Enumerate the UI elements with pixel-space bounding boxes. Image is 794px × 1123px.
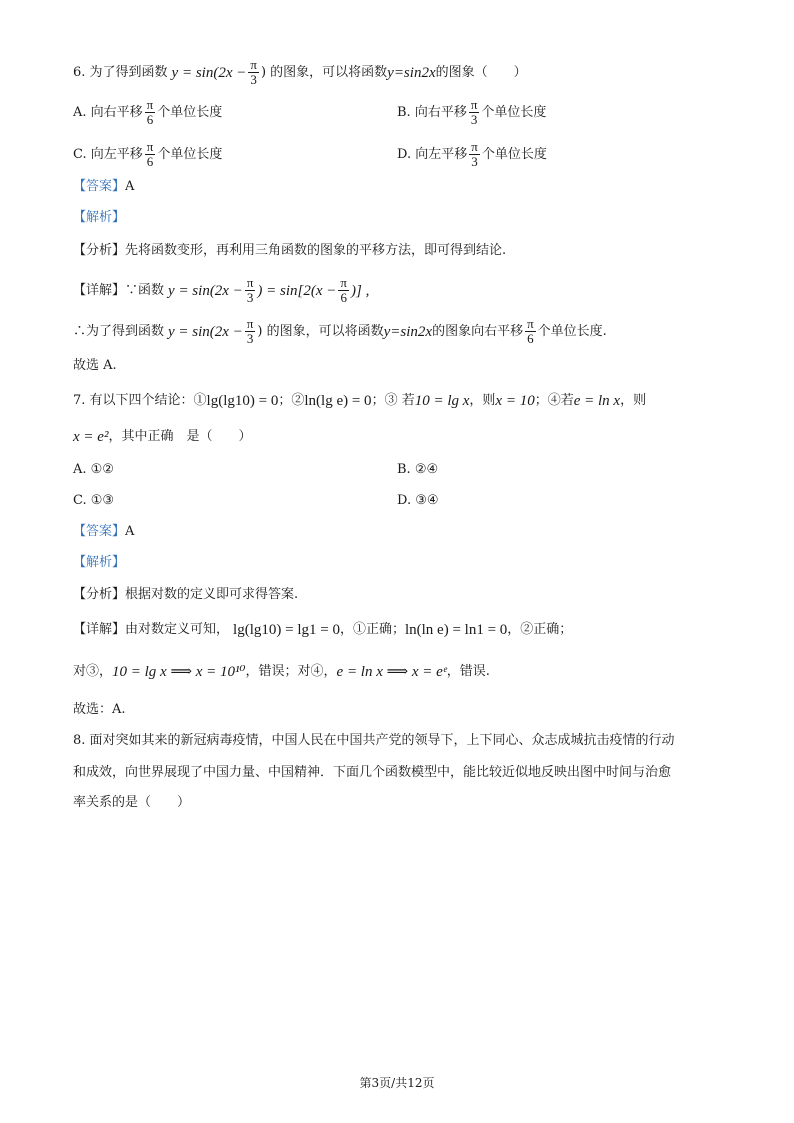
q7-fenxi: [73, 585, 298, 605]
q7-stem: [73, 391, 646, 411]
q6-concl-text-b: ) 的图象，可以将函数: [257, 323, 384, 339]
q6-conclusion: [73, 317, 607, 346]
q7-sep-3: ，则: [469, 393, 496, 408]
q7-expr-3: 10 = lg x: [414, 393, 470, 409]
q6-stem-frac: $\frac{\pi}{3}$: [250, 57, 257, 87]
q6-detail-text-a: ∵函数: [125, 282, 165, 298]
q7-expr-1: lg(lg10) = 0: [206, 393, 279, 409]
q7-detail-text-a: 由对数定义可知，: [125, 622, 230, 637]
q7-l3-text-c: ，错误.: [446, 664, 490, 679]
q7-detail-sep-2: ，②正确；: [507, 622, 573, 637]
q6-concl-text-e: 个单位长度.: [537, 323, 607, 339]
q6-concl-text-d: 的图象向右平移: [432, 323, 524, 339]
q8-stem-line2: 和成效，向世界展现了中国力量、中国精神．下面几个函数模型中，能比较近似地反映出图中时间与治愈: [73, 765, 672, 780]
q6-option-c-frac: $\frac{\pi}{6}$: [146, 139, 154, 169]
q6-concl-text-a: ∴为了得到函数: [73, 323, 165, 339]
q6-option-c-label: C. 向左平移: [73, 146, 143, 162]
q8-stem-line1: 8. 面对突如其来的新冠病毒疫情，中国人民在中国共产党的领导下，上下同心、众志成城抗击疫情的行动: [73, 733, 675, 748]
q7-fenxi-tag: 【分析】: [73, 587, 126, 602]
q6-concl-func: y = sin(2x −: [168, 323, 243, 340]
q6-option-d-tail: 个单位长度: [481, 146, 547, 162]
q7-sep-5: ，则: [620, 393, 647, 408]
q6-detail: [73, 276, 369, 305]
q7-l3-text-a: 对③，: [73, 664, 113, 679]
q7-expr-2: ln(lg e) = 0: [304, 393, 372, 409]
q7-expr-5: e = ln x: [573, 393, 621, 409]
q7-answer-value: A: [125, 524, 135, 539]
q7-detail-tag: 【详解】: [73, 622, 126, 637]
q7-detail: [73, 620, 572, 640]
q6-option-a-tail: 个单位长度: [157, 104, 223, 120]
q6-detail-frac2: $\frac{\pi}{6}$: [340, 275, 347, 305]
q6-option-d-label: D. 向左平移: [397, 146, 468, 162]
q7-detail-expr-2: ln(ln e) = ln1 = 0: [404, 622, 508, 638]
q7-analysis: [73, 553, 125, 573]
q6-fenxi-text: 先将函数变形，再利用三角函数的图象的平移方法，即可得到结论.: [125, 243, 507, 258]
q7-stem-text-a: 7. 有以下四个结论：①: [73, 393, 207, 408]
q6-option-c: [73, 140, 222, 169]
q7-stem-line2-text: ，其中正确 是（ ）: [108, 429, 252, 444]
q6-detail-mid: ) = sin[2(x −: [257, 282, 337, 299]
q6-choose: 故选 A.: [73, 358, 117, 373]
q7-sep-4: ；④若: [534, 393, 574, 408]
q6-option-b-tail: 个单位长度: [481, 104, 547, 120]
q7-l3-text-b: ，错误；对④，: [245, 664, 337, 679]
q7-sep-2: ；③ 若: [371, 393, 415, 408]
q6-concl-frac1: $\frac{\pi}{3}$: [246, 316, 254, 346]
q7-sep-1: ；②: [278, 393, 305, 408]
q6-analysis-tag: 【解析】: [73, 210, 126, 225]
q6-detail-tag: 【详解】: [73, 282, 126, 298]
q6-answer-value: A: [125, 179, 135, 194]
q6-option-b-frac: $\frac{\pi}{3}$: [470, 97, 478, 127]
q6-stem-func2: y=sin2x: [387, 64, 436, 81]
q6-answer: [73, 177, 134, 197]
q7-answer: [73, 522, 134, 542]
q6-stem-text-b: ) 的图象，可以将函数: [260, 64, 388, 80]
q7-choose: 故选：A.: [73, 702, 126, 717]
q7-l3-expr-2: e = ln x ⟹ x = eᵉ: [336, 664, 447, 680]
q6-fenxi: [73, 241, 506, 261]
q6-detail-func: y = sin(2x −: [168, 282, 243, 299]
q6-option-c-tail: 个单位长度: [157, 146, 223, 162]
q8-stem-line3: 率关系的是（ ）: [73, 795, 191, 810]
q6-option-b-label: B. 向右平移: [397, 104, 467, 120]
q6-option-a-frac: $\frac{\pi}{6}$: [146, 97, 154, 127]
q6-option-d-frac: $\frac{\pi}{3}$: [471, 139, 478, 169]
q6-detail-end: )] ,: [350, 282, 370, 299]
q7-l3-expr-1: 10 = lg x ⟹ x = 10¹⁰: [112, 664, 246, 680]
q6-stem-func: y = sin(2x −: [171, 64, 247, 81]
q6-detail-frac1: $\frac{\pi}{3}$: [246, 275, 254, 305]
q6-option-a: [73, 98, 222, 127]
q6-option-a-label: A. 向右平移: [73, 104, 143, 120]
q7-expr-4: x = 10: [495, 393, 535, 409]
q7-fenxi-text: 根据对数的定义即可求得答案.: [125, 587, 299, 602]
q6-concl-func2: y=sin2x: [383, 323, 433, 340]
q6-analysis: [73, 208, 125, 228]
q7-detail-sep-1: ，①正确；: [339, 622, 405, 637]
q7-answer-tag: 【答案】: [73, 524, 126, 539]
page-footer: 第3页/共12页: [359, 1076, 435, 1090]
q6-option-d: [397, 140, 547, 169]
q7-detail-expr-1: lg(lg10) = lg1 = 0: [233, 622, 340, 638]
q6-answer-tag: 【答案】: [73, 179, 126, 194]
q6-stem-text-a: 6. 为了得到函数: [73, 64, 168, 80]
q6-fenxi-tag: 【分析】: [73, 243, 126, 258]
q6-stem-text-c: 的图象（ ）: [435, 64, 527, 80]
q7-expr-6: x = e²: [73, 429, 109, 445]
q7-analysis-tag: 【解析】: [73, 555, 126, 570]
q7-detail-line2: [73, 662, 490, 682]
q7-option-c: C. ①③: [73, 493, 115, 508]
q6-option-b: [397, 98, 546, 127]
q7-option-b: B. ②④: [397, 462, 439, 477]
q6-stem: [73, 58, 527, 87]
q7-option-a: A. ①②: [73, 462, 114, 477]
q7-stem-line2: [73, 427, 251, 447]
q7-option-d: D. ③④: [397, 493, 439, 508]
q6-concl-frac2: $\frac{\pi}{6}$: [527, 316, 534, 346]
